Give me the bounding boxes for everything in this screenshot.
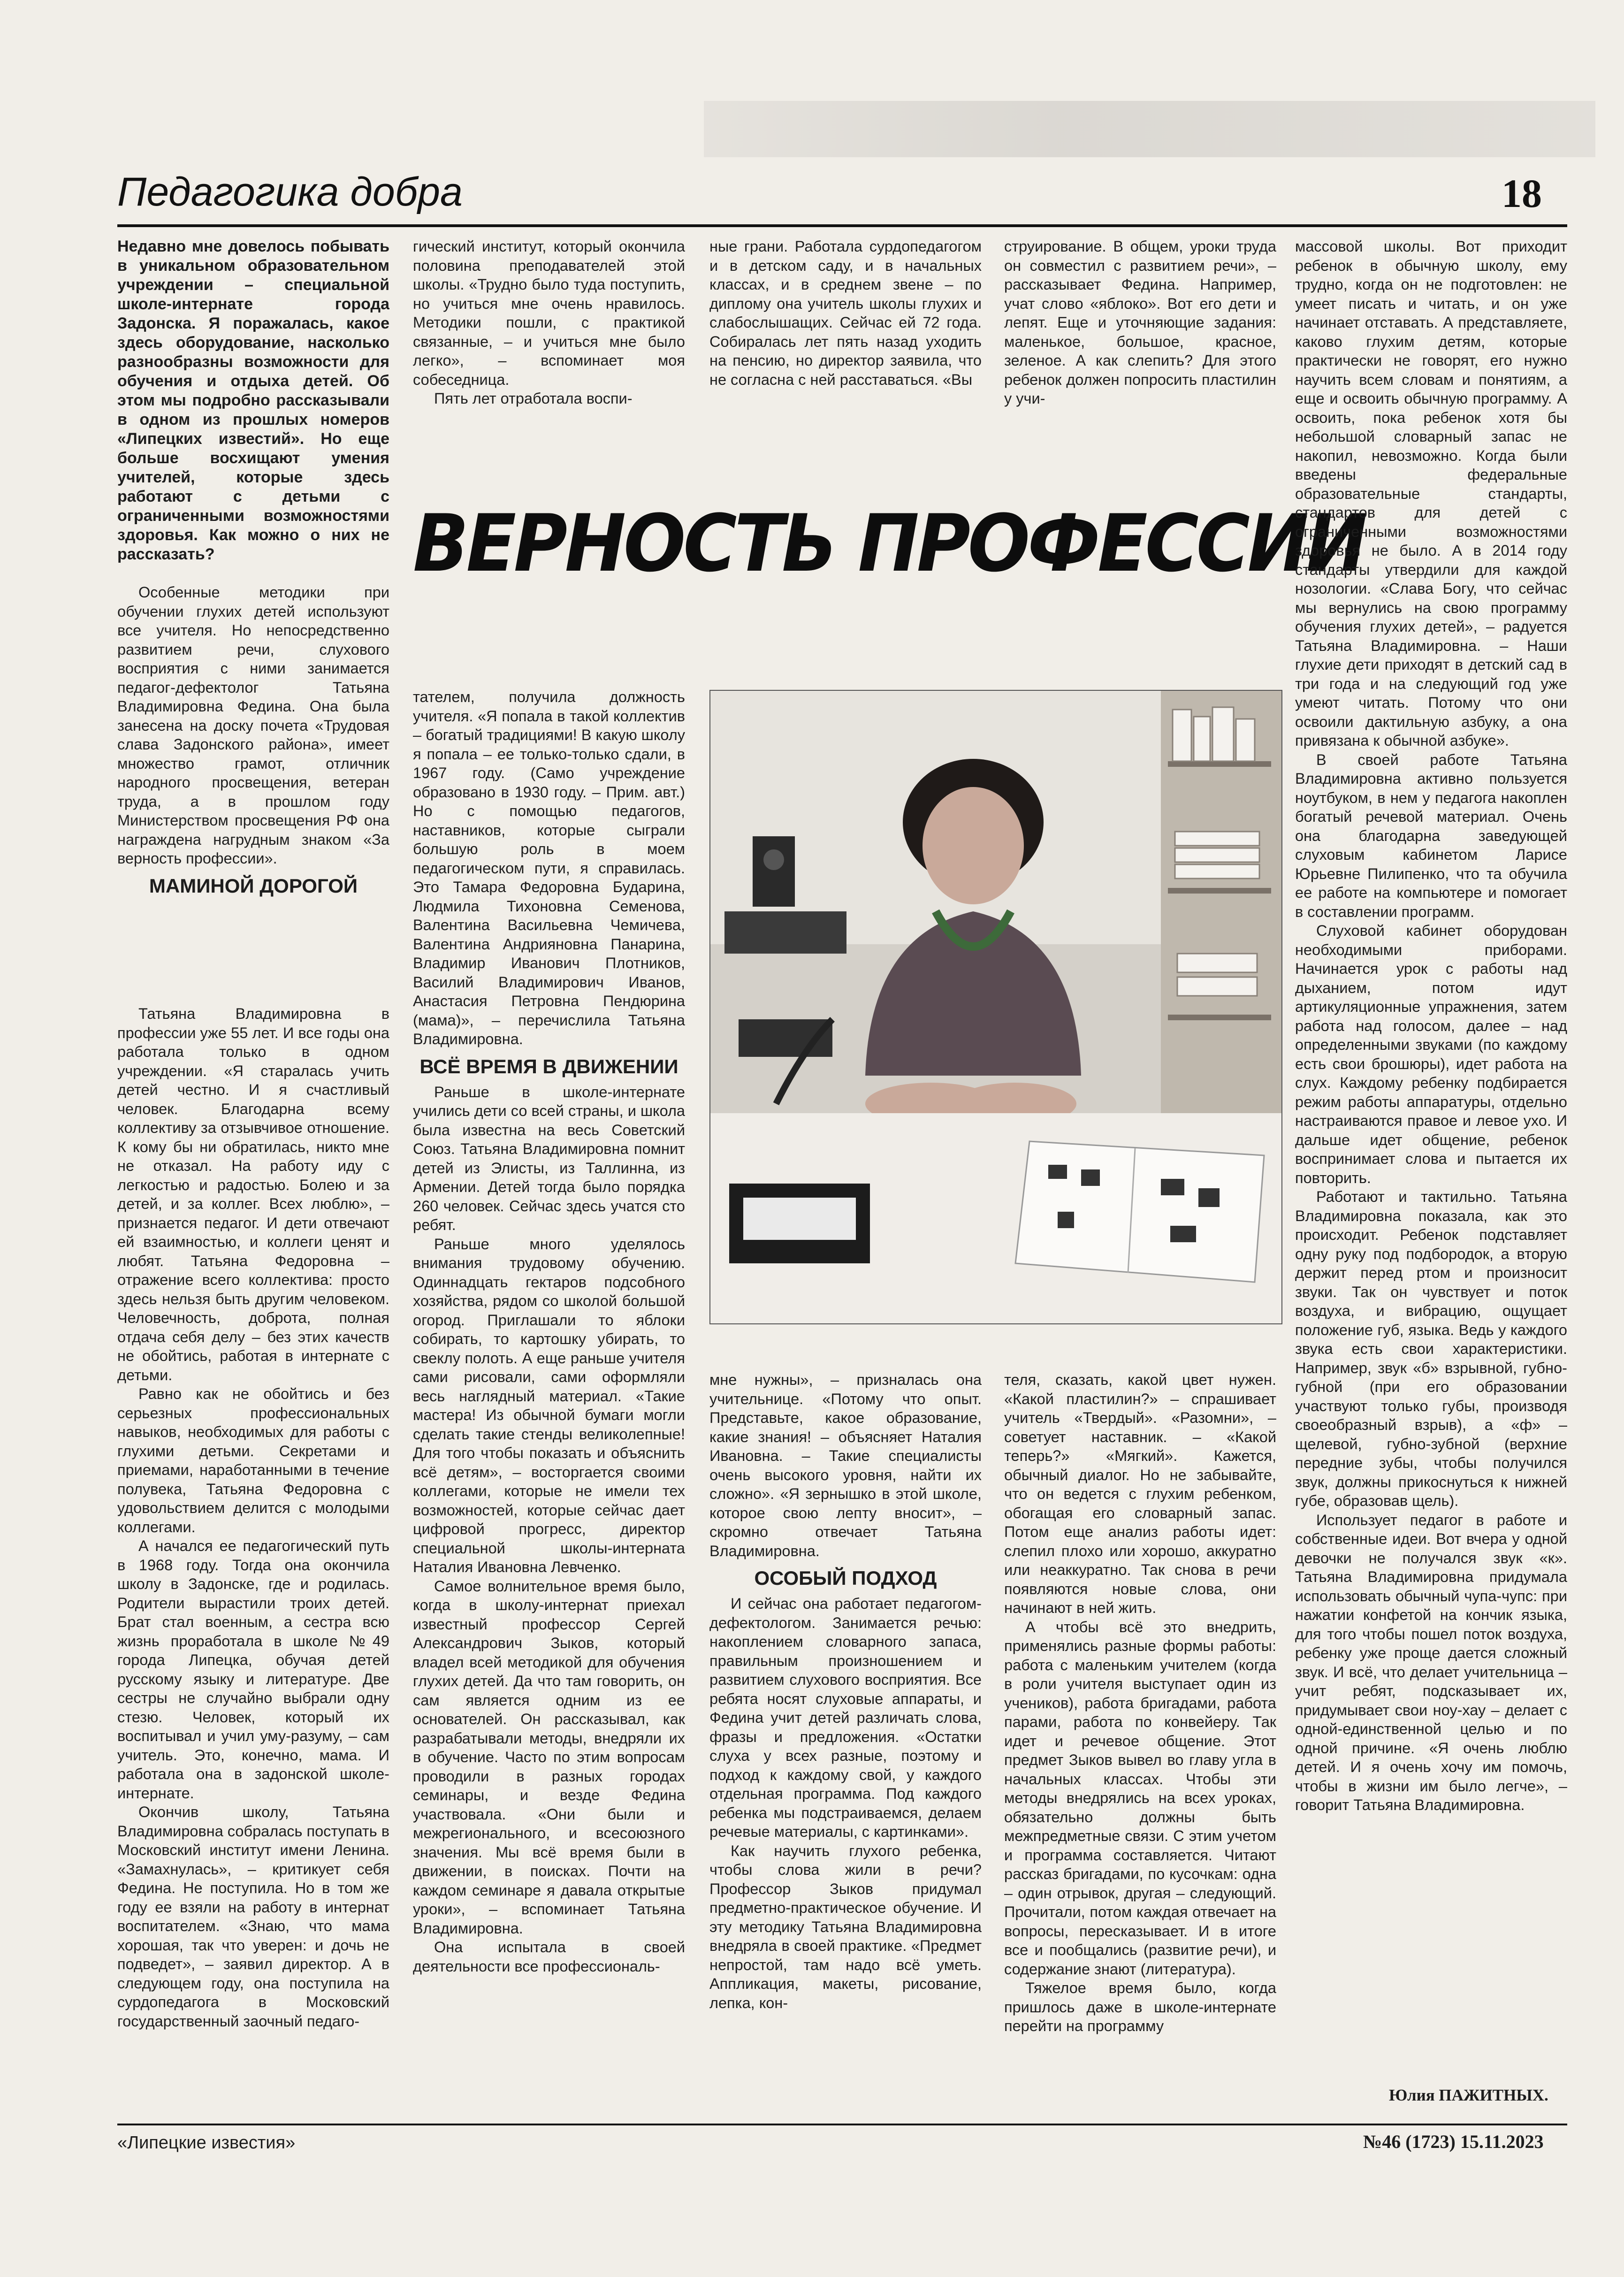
paragraph: струирование. В общем, уроки труда он совместил с развитием речи», – рассказывает Федина. Например, учат слово «яблоко». Вот его дети и лепят. Еще и уточняющие задания: маленькое, большое, красное, зеленое. А как слепить? Для этого ребенок должен попросить пластилин у учи- (1004, 238, 1276, 407)
column-1-bottom (117, 1004, 389, 2112)
paragraph: А начался ее педагогический путь в 1968 году. Тогда она окончила школу в Задонске, где и родилась. Родители вырастили троих детей. Брат стал военным, а сестра всю жизнь проработала в школе №49 города Липецка, обучая детей русскому языку и литературе. Две сестры не случайно выбрали одну стезю. Человек, который их воспитывал и учил уму-разуму, – сам учитель. Это, конечно, мама. И работала она в задонской школе-интернате. (117, 1537, 389, 1802)
author-signature: Юлия ПАЖИТНЫХ. (1389, 2086, 1548, 2104)
paragraph: А чтобы всё это внедрить, применялись разные формы работы: работа с маленьким учителем (когда в роли учителя выступает один из учеников), работа бригадами, работа парами, работа по конвейеру. Так идет и речевое общение. Этот предмет Зыков вывел во главу угла в начальных классах. Чтобы эти методы внедрялись на всех уроках, обязательно должны быть межпредметные связи. С этим учетом и программа составляется. Читают рассказ бригадами, по кусочкам: одна – один отрывок, другая – следующий. Прочитали, потом каждая отвечает на вопросы, пересказывает. И в итоге все и пообщались (развитие речи), и содержание знают (литература). (1004, 1618, 1276, 1978)
column-2-bottom (413, 688, 685, 2114)
paragraph: ные грани. Работала сурдопедагогом и в детском саду, и в начальных классах, и в среднем звене – по диплому она учитель школы глухих и слабослышащих. Сейчас ей 72 года. Собиралась лет пять назад уходить на пенсию, но директор заявила, что не согласна с ней расставаться. «Вы (709, 238, 982, 388)
subheading-osobyy-podkhod: ОСОБЫЙ ПОДХОД (754, 1567, 937, 1589)
article-photo (709, 690, 1282, 1324)
paragraph: Раньше в школе-интернате учились дети со всей страны, и школа была известна на весь Советский Союз. Татьяна Владимировна помнит детей из Элисты, из Таллинна, из Армении. Детей тогда было порядка 260 человек. Сейчас здесь учатся сто ребят. (413, 1083, 685, 1233)
column-1-top (117, 237, 389, 955)
rubric-title: Педагогика добра (117, 169, 463, 214)
lead-paragraph: Недавно мне довелось побывать в уникальном образовательном учреждении – специальной школе-интернате города Задонска. Я поражалась, какое здесь оборудование, насколько разнообразны возможности для обучения и отдыха детей. Об этом мы подробно рассказывали в одном из прошлых номеров «Липецких известий». Но еще больше восхищают умения учителей, которые здесь работают с детьми с ограниченными возможностями здоровья. Как можно о них не рассказать? (117, 237, 389, 563)
paragraph: И сейчас она работает педагогом-дефектологом. Занимается речью: накоплением словарного запаса, правильным произношением и развитием слухового восприятия. Все ребята носят слуховые аппараты, и Федина учит детей различать слова, фразы и предложения. «Остатки слуха у всех разные, поэтому и подход к каждому свой, у каждого отдельная программа. Под каждого ребенка мы подстраиваемся, делаем речевые материалы, с картинками». (709, 1595, 982, 1840)
paragraph: мне нужны», – призналась она учительнице. «Потому что опыт. Представьте, какое образование, какие знания! – объясняет Наталия Ивановна. – Такие специалисты очень высокого уровня, найти их сложно». «Я зернышко в этой школе, которое свою лепту вносит», – скромно отвечает Татьяна Владимировна. (709, 1371, 982, 1559)
paragraph: Слуховой кабинет оборудован необходимыми приборами. Начинается урок с работы над дыханием, потом идут артикуляционные упражнения, затем работа над голосом, далее – над определенными звуками (по каждому есть свои брошюры), идет работа на слух. Каждому ребенку подбирается режим работы аппаратуры, отдельно настраиваются правое и левое ухо. И дальше идет общение, ребенок воспринимает слова и пытается их повторить. (1295, 922, 1567, 1186)
newspaper-name: «Липецкие известия» (117, 2133, 296, 2153)
paragraph: В своей работе Татьяна Владимировна активно пользуется ноутбуком, в нем у педагога накоплен богатый речевой материал. Очень она благодарна заведующей слуховым кабинетом Ларисе Юрьевне Пилипенко, что та обучила ее работе на компьютере и помогает в составлении программ. (1295, 751, 1567, 920)
column-3-top (709, 237, 982, 425)
paragraph: Особенные методики при обучении глухих детей используют все учителя. Но непосредственно развитием речи, слухового восприятия с ними занимается педагог-дефектолог Татьяна Владимировна Федина. Она была занесена на доску почета «Трудовая слава Задонского района», имеет множество грамот, отличник народного просвещения, ветеран труда, а в прошлом году Министерством просвещения РФ она награждена нагрудным знаком «За верность профессии». (117, 584, 389, 867)
footer-rule (117, 2124, 1567, 2125)
paragraph: Самое волнительное время было, когда в школу-интернат приехал известный профессор Сергей Александрович Зыков, который владел всей методикой для обучения глухих детей. Да что там говорить, он сам является одним из ее основателей. Он рассказывал, как разрабатывали методы, внедряли их в обучение. Часто по этим вопросам проводили в разных городах семинары, и везде Федина участвовала. «Они были и межрегионального, и всесоюзного значения. Мы всё время были в движении, в поисках. Почти на каждом семинаре я давала открытые уроки», – вспоминает Татьяна Владимировна. (413, 1577, 685, 1937)
photo-teacher-at-desk (710, 691, 1281, 1323)
paragraph: гический институт, который окончила половина преподавателей этой школы. «Трудно было туда поступить, но учиться мне очень нравилось. Методики пошли, с практикой связанные, – и учиться мне было легко», – вспоминает моя собеседница. (413, 238, 685, 388)
page-number: 18 (1502, 171, 1542, 216)
paragraph: массовой школы. Вот приходит ребенок в обычную школу, ему трудно, когда он не подготовлен: не умеет писать и читать, и он уже начинает отставать. А представляете, каково глухим детям, которые практически не говорят, его нужно научить всем словам и понятиям, а еще и освоить обычную программу. А освоить, пока ребенок хотя бы небольшой словарный запас не накопил, невозможно. Когда были введены федеральные образовательные стандарты, стандартов для детей с ограниченными возможностями здоровья не было. А в 2014 году стандарты утвердили для каждой нозологии. «Слава Богу, что сейчас мы вернулись на свою программу обучения глухих детей», – радуется Татьяна Владимировна. – Наши глухие дети приходят в детский сад в три года и на следующий год уже умеют читать. Потому что они освоили дактильную азбуку, а она привязана к обычной азбуке». (1295, 238, 1567, 749)
paragraph: Раньше много уделялось внимания трудовому обучению. Одиннадцать гектаров подсобного хозяйства, рядом со школой большой огород. Приглашали то яблоки собирать, то картошку убирать, то свеклу полоть. А еще раньше учителя сами рисовали, сами оформляли весь наглядный материал. «Такие мастера! Из обычной бумаги могли сделать такие стенды великолепные! Для того чтобы показать и объяснить всё детям», – восторгается своими коллегами, которые не имели тех возможностей, которые сейчас дает цифровой прогресс, директор специальной школы-интерната Наталия Ивановна Левченко. (413, 1235, 685, 1575)
header-rule (117, 224, 1567, 227)
paragraph: теля, сказать, какой цвет нужен. «Какой пластилин?» – спрашивает учитель «Твердый». «Разомни», – советует наставник. – «Какой теперь?» «Мягкий». Кажется, обычный диалог. Но не забывайте, что он ведется с глухим ребенком, обогащая его словарный запас. Потом еще анализ работы идет: слепил плохо или хорошо, аккуратно или неаккуратно. Так снова в речи появляются новые слова, они начинают в ней жить. (1004, 1371, 1276, 1616)
paragraph: Работают и тактильно. Татьяна Владимировна показала, как это происходит. Ребенок подставляет одну руку под подбородок, а вторую держит перед ртом и произносит звуки. Так он чувствует и поток воздуха, и вибрацию, ощущает положение губ, языка. Ведь у каждого звука есть свои характеристики. Например, звук «б» взрывной, губно-губной (при его образовании участвуют только губы, производя своеобразный взрыв), а «ф» – щелевой, губно-зубной (верхние передние зубы, чтобы получился звук, должны прикоснуться к нижней губе, образовав щель). (1295, 1188, 1567, 1509)
paragraph: Как научить глухого ребенка, чтобы слова жили в речи? Профессор Зыков придумал предметно-практическое обучение. И эту методику Татьяна Владимировна внедряла в своей практике. «Предмет непростой, там надо всё уметь. Аппликация, макеты, рисование, лепка, кон- (709, 1842, 982, 2011)
paragraph: Окончив школу, Татьяна Владимировна собралась поступать в Московский институт имени Ленина. «Замахнулась», – критикует себя Федина. Не поступила. Но в том же году ее взяли на работу в интернат воспитателем. «Знаю, что мама хорошая, так что уверен: и дочь не подведет», – заявил директор. А в следующем году, она поступила на сурдопедагога в Московский государственный заочный педаго- (117, 1803, 389, 2030)
bleed-through-band (704, 101, 1595, 157)
paragraph: тателем, получила должность учителя. «Я попала в такой коллектив – богатый традициями! В какую школу я попала – ее только-только сдали, в 1967 году. (Само учреждение образовано в 1930 году. – Прим. авт.) Но с помощью педагогов, наставников, которые сыграли большую роль в моем педагогическом пути, я справилась. Это Тамара Федоровна Бударина, Людмила Тихоновна Семенова, Валентина Васильевна Чемичева, Валентина Андрияновна Панарина, Владимир Иванович Плотников, Василий Владимирович Иванов, Анастасия Петровна Пендюрина (мама)», – перечислила Татьяна Владимировна. (413, 688, 685, 1047)
paragraph: Тяжелое время было, когда пришлось даже в школе-интернате перейти на программу (1004, 1979, 1276, 2034)
issue-number-date: №46 (1723) 15.11.2023 (1363, 2131, 1544, 2152)
subheading-vse-vremya: ВСЁ ВРЕМЯ В ДВИЖЕНИИ (419, 1055, 679, 1077)
column-4-bottom (1004, 1370, 1276, 2117)
column-3-bottom (709, 1370, 982, 2117)
column-2-top (413, 237, 685, 425)
column-5 (1295, 237, 1567, 2077)
column-4-top (1004, 237, 1276, 425)
headline: ВЕРНОСТЬ ПРОФЕССИИ (413, 497, 1365, 589)
paragraph: Пять лет отработала воспи- (434, 390, 633, 407)
paragraph: Равно как не обойтись и без серьезных профессиональных навыков, необходимых для работы с глухими детьми. Секретами и приемами, наработанными в течение полувека, Татьяна Федоровна с удовольствием делится с молодыми коллегами. (117, 1385, 389, 1536)
paragraph: Она испытала в своей деятельности все профессиональ- (413, 1939, 685, 1975)
paragraph: Татьяна Владимировна в профессии уже 55 лет. И все годы она работала только в одном учреждении. «Я старалась учить детей честно. И я счастливый человек. Благодарна всему коллективу за отзывчивое отношение. К кому бы ни обратилась, никто мне не отказал. На работу иду с легкостью и радостью. Болею и за детей, и за коллег. Всех люблю», – признается педагог. И дети отвечают ей взаимностью, и коллеги ценят и любят. Татьяна Федоровна – отражение всего коллектива: просто здесь нельзя быть другим человеком. Человечность, доброта, полная отдача себя делу – без этих качеств не обойтись, работая в интернате с детьми. (117, 1005, 389, 1383)
subheading-maminoy: МАМИНОЙ ДОРОГОЙ (149, 874, 358, 897)
paragraph: Использует педагог в работе и собственные идеи. Вот вчера у одной девочки не получался звук «к». Татьяна Владимировна придумала использовать обычный чупа-чупс: при нажатии конфетой на кончик языка, для того чтобы пошел поток воздуха, ребенку уже проще дается сложный звук. И всё, что делает учительница – учит ребят, подсказывает их, придумывает свои ноу-хау – делает с одной-единственной целью и по одной причине. «Я очень люблю детей. И я очень хочу им помочь, чтобы в жизни им было легче», – говорит Татьяна Владимировна. (1295, 1511, 1567, 1813)
